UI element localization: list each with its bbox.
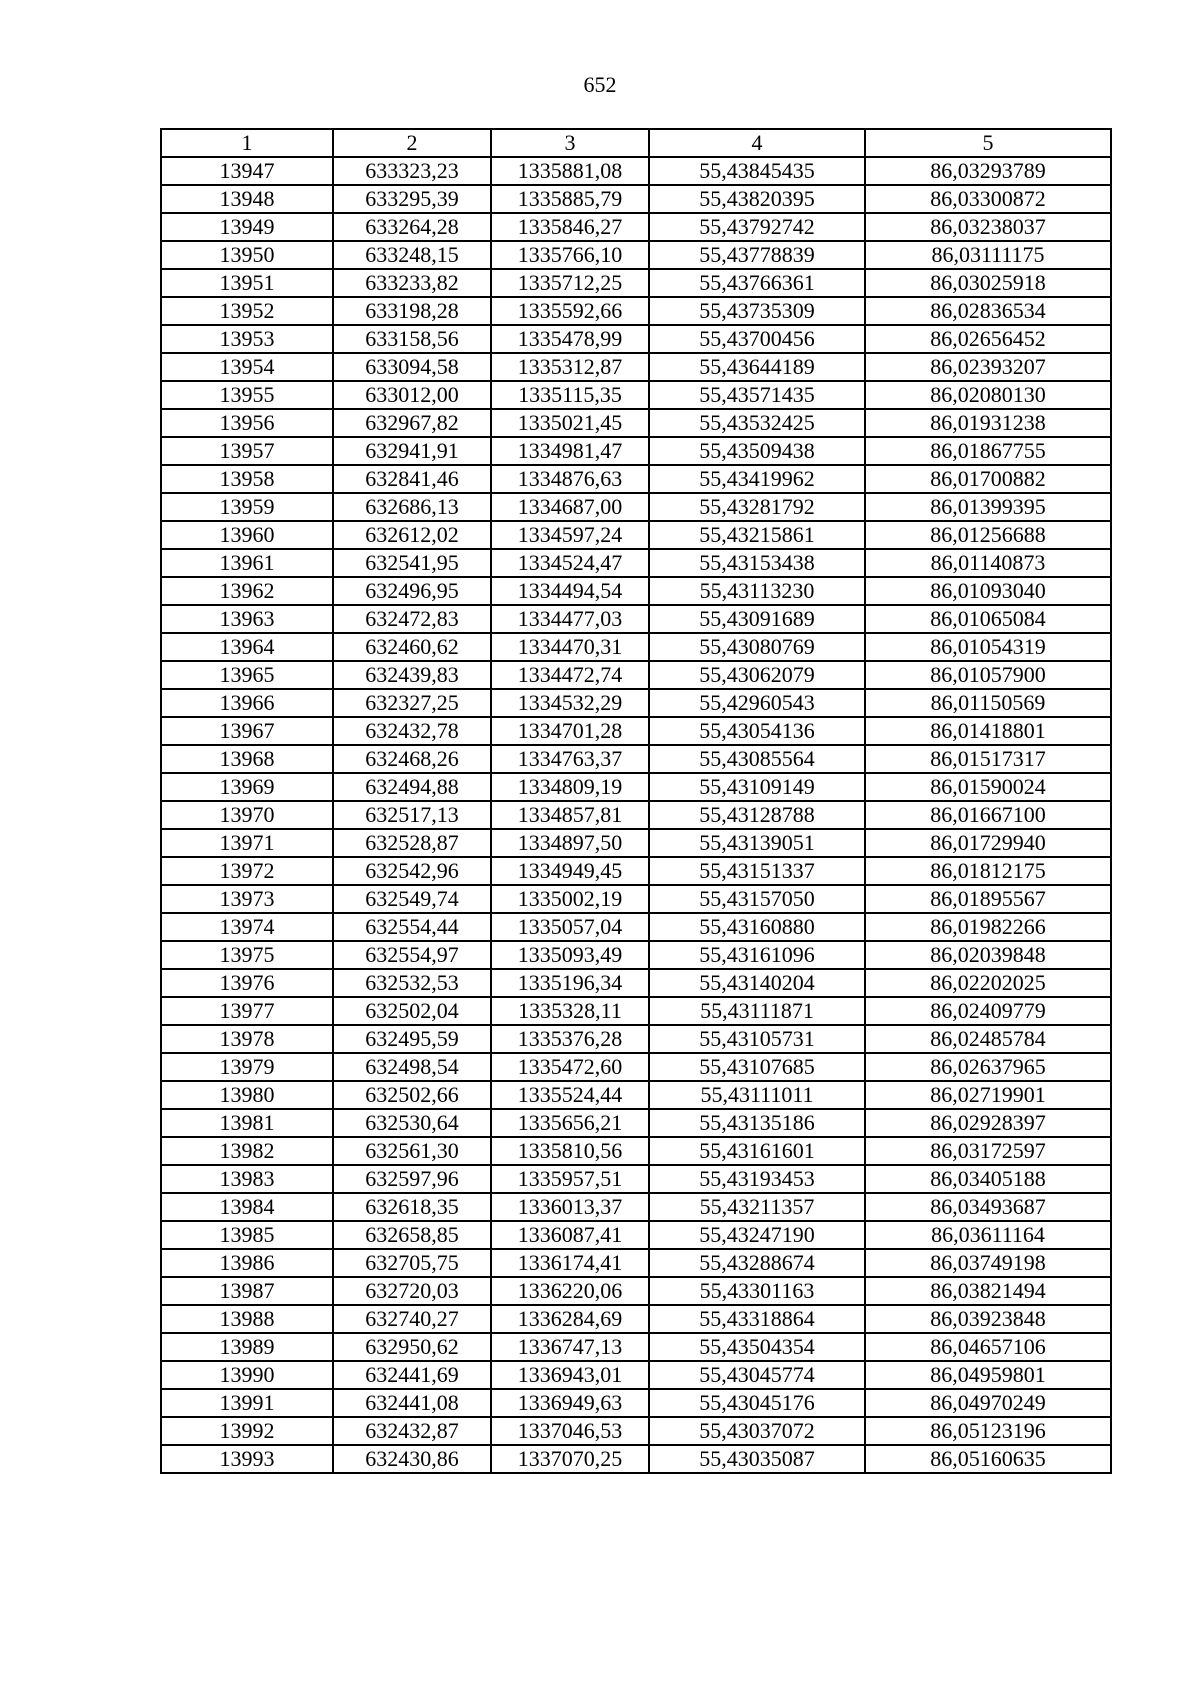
table-cell: 13961 <box>161 549 333 577</box>
table-cell: 1334687,00 <box>491 493 649 521</box>
table-cell: 13974 <box>161 913 333 941</box>
table-cell: 13976 <box>161 969 333 997</box>
table-cell: 1336747,13 <box>491 1333 649 1361</box>
table-cell: 86,01517317 <box>865 745 1111 773</box>
table-cell: 13957 <box>161 437 333 465</box>
table-cell: 86,03300872 <box>865 185 1111 213</box>
table-cell: 1335656,21 <box>491 1109 649 1137</box>
table-cell: 55,43288674 <box>649 1249 865 1277</box>
table-cell: 86,03749198 <box>865 1249 1111 1277</box>
table-cell: 1336949,63 <box>491 1389 649 1417</box>
table-cell: 1335766,10 <box>491 241 649 269</box>
table-cell: 86,01054319 <box>865 633 1111 661</box>
table-cell: 86,01867755 <box>865 437 1111 465</box>
table-row <box>161 213 1111 241</box>
table-cell: 86,02719901 <box>865 1081 1111 1109</box>
table-cell: 1335376,28 <box>491 1025 649 1053</box>
table-cell: 55,43215861 <box>649 521 865 549</box>
table-cell: 1335021,45 <box>491 409 649 437</box>
table-cell: 632618,35 <box>333 1193 491 1221</box>
table-cell: 1335524,44 <box>491 1081 649 1109</box>
table-cell: 632705,75 <box>333 1249 491 1277</box>
table-cell: 13989 <box>161 1333 333 1361</box>
table-cell: 55,43107685 <box>649 1053 865 1081</box>
table-cell: 13959 <box>161 493 333 521</box>
table-cell: 632542,96 <box>333 857 491 885</box>
table-cell: 632432,87 <box>333 1417 491 1445</box>
table-row <box>161 1165 1111 1193</box>
header-row <box>161 129 1111 157</box>
table-cell: 13981 <box>161 1109 333 1137</box>
table-cell: 86,03111175 <box>865 241 1111 269</box>
table-cell: 13960 <box>161 521 333 549</box>
table-row <box>161 633 1111 661</box>
table-cell: 13948 <box>161 185 333 213</box>
table-cell: 86,03025918 <box>865 269 1111 297</box>
table-cell: 55,43111871 <box>649 997 865 1025</box>
table-cell: 632941,91 <box>333 437 491 465</box>
page-number: 652 <box>583 72 617 97</box>
table-cell: 632517,13 <box>333 801 491 829</box>
table-cell: 86,04959801 <box>865 1361 1111 1389</box>
table-cell: 86,02656452 <box>865 325 1111 353</box>
table-cell: 86,01140873 <box>865 549 1111 577</box>
table-cell: 86,02202025 <box>865 969 1111 997</box>
table-row <box>161 1277 1111 1305</box>
table-row <box>161 997 1111 1025</box>
table-cell: 1336087,41 <box>491 1221 649 1249</box>
table-cell: 632327,25 <box>333 689 491 717</box>
table-cell: 55,43778839 <box>649 241 865 269</box>
table-cell: 1334472,74 <box>491 661 649 689</box>
table-cell: 632554,97 <box>333 941 491 969</box>
table-cell: 86,01256688 <box>865 521 1111 549</box>
table-cell: 55,43211357 <box>649 1193 865 1221</box>
table-cell: 55,43301163 <box>649 1277 865 1305</box>
table-cell: 55,43157050 <box>649 885 865 913</box>
table-cell: 86,02928397 <box>865 1109 1111 1137</box>
table-cell: 13975 <box>161 941 333 969</box>
table-cell: 632950,62 <box>333 1333 491 1361</box>
table-cell: 13955 <box>161 381 333 409</box>
table-cell: 55,43419962 <box>649 465 865 493</box>
table-cell: 1335002,19 <box>491 885 649 913</box>
table-cell: 1335093,49 <box>491 941 649 969</box>
table-cell: 632841,46 <box>333 465 491 493</box>
table-cell: 55,43128788 <box>649 801 865 829</box>
table-cell: 86,03405188 <box>865 1165 1111 1193</box>
table-cell: 86,03923848 <box>865 1305 1111 1333</box>
table-cell: 86,02039848 <box>865 941 1111 969</box>
table-cell: 632740,27 <box>333 1305 491 1333</box>
table-cell: 632532,53 <box>333 969 491 997</box>
table-cell: 86,03611164 <box>865 1221 1111 1249</box>
table-row <box>161 1361 1111 1389</box>
table-cell: 55,43140204 <box>649 969 865 997</box>
table-header <box>161 129 1111 157</box>
table-cell: 86,04657106 <box>865 1333 1111 1361</box>
table-cell: 55,43845435 <box>649 157 865 185</box>
table-cell: 1334809,19 <box>491 773 649 801</box>
table-cell: 86,01667100 <box>865 801 1111 829</box>
table-row <box>161 605 1111 633</box>
table-cell: 55,43109149 <box>649 773 865 801</box>
table-cell: 55,43045176 <box>649 1389 865 1417</box>
table-cell: 13978 <box>161 1025 333 1053</box>
table-cell: 86,03293789 <box>865 157 1111 185</box>
table-cell: 633094,58 <box>333 353 491 381</box>
table-cell: 632498,54 <box>333 1053 491 1081</box>
table-cell: 55,43105731 <box>649 1025 865 1053</box>
table-cell: 55,43700456 <box>649 325 865 353</box>
table-cell: 1335115,35 <box>491 381 649 409</box>
table-cell: 13956 <box>161 409 333 437</box>
table-body <box>161 157 1111 1473</box>
table-cell: 633012,00 <box>333 381 491 409</box>
table-cell: 1335810,56 <box>491 1137 649 1165</box>
table-row <box>161 661 1111 689</box>
table-cell: 13963 <box>161 605 333 633</box>
table-cell: 632468,26 <box>333 745 491 773</box>
table-cell: 13992 <box>161 1417 333 1445</box>
table-cell: 13949 <box>161 213 333 241</box>
table-cell: 1334701,28 <box>491 717 649 745</box>
table-cell: 632541,95 <box>333 549 491 577</box>
column-header: 2 <box>333 129 491 157</box>
table-row <box>161 409 1111 437</box>
table-cell: 86,03238037 <box>865 213 1111 241</box>
table-cell: 55,43054136 <box>649 717 865 745</box>
table-cell: 55,43766361 <box>649 269 865 297</box>
table-cell: 13980 <box>161 1081 333 1109</box>
table-cell: 86,01982266 <box>865 913 1111 941</box>
table-row <box>161 1221 1111 1249</box>
table-cell: 86,02637965 <box>865 1053 1111 1081</box>
table-cell: 86,01057900 <box>865 661 1111 689</box>
table-cell: 1337070,25 <box>491 1445 649 1473</box>
table-row <box>161 549 1111 577</box>
table-row <box>161 1445 1111 1473</box>
table-cell: 55,43111011 <box>649 1081 865 1109</box>
table-cell: 55,43161096 <box>649 941 865 969</box>
table-cell: 1335712,25 <box>491 269 649 297</box>
table-cell: 55,43161601 <box>649 1137 865 1165</box>
table-row <box>161 577 1111 605</box>
table-cell: 632967,82 <box>333 409 491 437</box>
column-header: 3 <box>491 129 649 157</box>
table-row <box>161 801 1111 829</box>
table-cell: 1334763,37 <box>491 745 649 773</box>
table-cell: 632430,86 <box>333 1445 491 1473</box>
table-cell: 55,43135186 <box>649 1109 865 1137</box>
table-cell: 86,01729940 <box>865 829 1111 857</box>
table-cell: 633264,28 <box>333 213 491 241</box>
table-cell: 55,43160880 <box>649 913 865 941</box>
table-cell: 55,43139051 <box>649 829 865 857</box>
table-row <box>161 913 1111 941</box>
table-cell: 55,43193453 <box>649 1165 865 1193</box>
table-cell: 86,01418801 <box>865 717 1111 745</box>
table-cell: 55,43091689 <box>649 605 865 633</box>
table-cell: 13988 <box>161 1305 333 1333</box>
table-cell: 86,03821494 <box>865 1277 1111 1305</box>
table-cell: 13965 <box>161 661 333 689</box>
table-cell: 86,01590024 <box>865 773 1111 801</box>
table-row <box>161 941 1111 969</box>
column-header: 5 <box>865 129 1111 157</box>
table-cell: 632432,78 <box>333 717 491 745</box>
table-cell: 86,01812175 <box>865 857 1111 885</box>
table-row <box>161 297 1111 325</box>
table-cell: 632658,85 <box>333 1221 491 1249</box>
table-row <box>161 1137 1111 1165</box>
table-row <box>161 185 1111 213</box>
table-cell: 86,01150569 <box>865 689 1111 717</box>
table-cell: 86,05160635 <box>865 1445 1111 1473</box>
table-cell: 13970 <box>161 801 333 829</box>
table-cell: 632494,88 <box>333 773 491 801</box>
table-row <box>161 269 1111 297</box>
table-cell: 1335885,79 <box>491 185 649 213</box>
table-cell: 55,43532425 <box>649 409 865 437</box>
table-cell: 633158,56 <box>333 325 491 353</box>
table-cell: 1335312,87 <box>491 353 649 381</box>
table-cell: 1335472,60 <box>491 1053 649 1081</box>
column-header: 1 <box>161 129 333 157</box>
table-cell: 13984 <box>161 1193 333 1221</box>
table-cell: 1335592,66 <box>491 297 649 325</box>
table-row <box>161 1109 1111 1137</box>
table-cell: 55,43080769 <box>649 633 865 661</box>
table-cell: 13962 <box>161 577 333 605</box>
table-cell: 13972 <box>161 857 333 885</box>
table-cell: 86,02485784 <box>865 1025 1111 1053</box>
table-row <box>161 493 1111 521</box>
table-row <box>161 521 1111 549</box>
table-cell: 86,02409779 <box>865 997 1111 1025</box>
table-cell: 1336284,69 <box>491 1305 649 1333</box>
table-cell: 13968 <box>161 745 333 773</box>
table-cell: 633295,39 <box>333 185 491 213</box>
table-cell: 633323,23 <box>333 157 491 185</box>
table-row <box>161 1081 1111 1109</box>
table-cell: 13993 <box>161 1445 333 1473</box>
table-cell: 86,05123196 <box>865 1417 1111 1445</box>
table-cell: 86,01093040 <box>865 577 1111 605</box>
table-cell: 632502,66 <box>333 1081 491 1109</box>
table-cell: 55,43318864 <box>649 1305 865 1333</box>
table-row <box>161 1193 1111 1221</box>
table-cell: 1334857,81 <box>491 801 649 829</box>
table-cell: 1334494,54 <box>491 577 649 605</box>
table-row <box>161 241 1111 269</box>
table-cell: 13969 <box>161 773 333 801</box>
table-cell: 55,43281792 <box>649 493 865 521</box>
table-row <box>161 437 1111 465</box>
table-cell: 13983 <box>161 1165 333 1193</box>
table-cell: 13958 <box>161 465 333 493</box>
table-cell: 632502,04 <box>333 997 491 1025</box>
table-cell: 13987 <box>161 1277 333 1305</box>
table-cell: 55,43820395 <box>649 185 865 213</box>
table-cell: 632441,08 <box>333 1389 491 1417</box>
table-cell: 632496,95 <box>333 577 491 605</box>
column-header: 4 <box>649 129 865 157</box>
table-cell: 86,03493687 <box>865 1193 1111 1221</box>
table-cell: 1334597,24 <box>491 521 649 549</box>
table-cell: 13947 <box>161 157 333 185</box>
table-cell: 55,43045774 <box>649 1361 865 1389</box>
table-row <box>161 969 1111 997</box>
table-cell: 13971 <box>161 829 333 857</box>
table-cell: 632460,62 <box>333 633 491 661</box>
table-cell: 633198,28 <box>333 297 491 325</box>
table-cell: 1335957,51 <box>491 1165 649 1193</box>
table-row <box>161 465 1111 493</box>
table-row <box>161 325 1111 353</box>
table-cell: 13954 <box>161 353 333 381</box>
table-cell: 1337046,53 <box>491 1417 649 1445</box>
table-cell: 1335328,11 <box>491 997 649 1025</box>
table-row <box>161 353 1111 381</box>
table-cell: 13951 <box>161 269 333 297</box>
table-cell: 86,02393207 <box>865 353 1111 381</box>
table-cell: 632554,44 <box>333 913 491 941</box>
table-cell: 13979 <box>161 1053 333 1081</box>
table-cell: 1335846,27 <box>491 213 649 241</box>
table-cell: 55,43113230 <box>649 577 865 605</box>
table-cell: 1335478,99 <box>491 325 649 353</box>
table-cell: 13973 <box>161 885 333 913</box>
table-cell: 1336013,37 <box>491 1193 649 1221</box>
table-cell: 13991 <box>161 1389 333 1417</box>
table-cell: 13985 <box>161 1221 333 1249</box>
table-cell: 632597,96 <box>333 1165 491 1193</box>
table-row <box>161 857 1111 885</box>
table-cell: 1334477,03 <box>491 605 649 633</box>
table-row <box>161 745 1111 773</box>
table-cell: 86,01700882 <box>865 465 1111 493</box>
table-cell: 632561,30 <box>333 1137 491 1165</box>
table-cell: 1336174,41 <box>491 1249 649 1277</box>
table-cell: 55,42960543 <box>649 689 865 717</box>
table-cell: 55,43644189 <box>649 353 865 381</box>
table-cell: 55,43509438 <box>649 437 865 465</box>
table-cell: 633248,15 <box>333 241 491 269</box>
table-row <box>161 1333 1111 1361</box>
table-cell: 55,43037072 <box>649 1417 865 1445</box>
table-cell: 632495,59 <box>333 1025 491 1053</box>
table-cell: 55,43504354 <box>649 1333 865 1361</box>
table-cell: 13990 <box>161 1361 333 1389</box>
table-cell: 1334949,45 <box>491 857 649 885</box>
table-cell: 1334981,47 <box>491 437 649 465</box>
table-cell: 633233,82 <box>333 269 491 297</box>
table-row <box>161 1305 1111 1333</box>
table-cell: 13950 <box>161 241 333 269</box>
table-row <box>161 773 1111 801</box>
table-cell: 632549,74 <box>333 885 491 913</box>
table-cell: 1334532,29 <box>491 689 649 717</box>
table-cell: 55,43153438 <box>649 549 865 577</box>
table-cell: 55,43035087 <box>649 1445 865 1473</box>
table-cell: 632612,02 <box>333 521 491 549</box>
table-cell: 86,02080130 <box>865 381 1111 409</box>
table-cell: 55,43085564 <box>649 745 865 773</box>
table-cell: 13982 <box>161 1137 333 1165</box>
table-row <box>161 381 1111 409</box>
table-cell: 632720,03 <box>333 1277 491 1305</box>
table-cell: 1336943,01 <box>491 1361 649 1389</box>
table-row <box>161 1249 1111 1277</box>
table-row <box>161 1025 1111 1053</box>
table-cell: 86,01399395 <box>865 493 1111 521</box>
table-row <box>161 829 1111 857</box>
table-cell: 55,43062079 <box>649 661 865 689</box>
table-cell: 55,43571435 <box>649 381 865 409</box>
table-cell: 13964 <box>161 633 333 661</box>
table-cell: 632530,64 <box>333 1109 491 1137</box>
table-cell: 1335196,34 <box>491 969 649 997</box>
table-cell: 86,04970249 <box>865 1389 1111 1417</box>
coordinates-table <box>160 128 1112 1474</box>
table-row <box>161 1389 1111 1417</box>
table-cell: 1335057,04 <box>491 913 649 941</box>
table-cell: 1334470,31 <box>491 633 649 661</box>
table-row <box>161 157 1111 185</box>
table-cell: 1335881,08 <box>491 157 649 185</box>
table-row <box>161 1053 1111 1081</box>
table-row <box>161 689 1111 717</box>
table-cell: 632528,87 <box>333 829 491 857</box>
table-cell: 13967 <box>161 717 333 745</box>
table-cell: 13953 <box>161 325 333 353</box>
table-cell: 86,02836534 <box>865 297 1111 325</box>
table-row <box>161 1417 1111 1445</box>
table-cell: 632439,83 <box>333 661 491 689</box>
table-cell: 632686,13 <box>333 493 491 521</box>
table-row <box>161 717 1111 745</box>
table-cell: 1334876,63 <box>491 465 649 493</box>
table-cell: 13986 <box>161 1249 333 1277</box>
table-cell: 13966 <box>161 689 333 717</box>
table-cell: 55,43792742 <box>649 213 865 241</box>
table-cell: 13952 <box>161 297 333 325</box>
table-cell: 55,43151337 <box>649 857 865 885</box>
table-cell: 632441,69 <box>333 1361 491 1389</box>
table-cell: 55,43735309 <box>649 297 865 325</box>
table-cell: 86,03172597 <box>865 1137 1111 1165</box>
table-cell: 1334897,50 <box>491 829 649 857</box>
table-cell: 55,43247190 <box>649 1221 865 1249</box>
table-cell: 1336220,06 <box>491 1277 649 1305</box>
table-cell: 86,01895567 <box>865 885 1111 913</box>
table-cell: 13977 <box>161 997 333 1025</box>
table-cell: 1334524,47 <box>491 549 649 577</box>
table-cell: 632472,83 <box>333 605 491 633</box>
table-cell: 86,01931238 <box>865 409 1111 437</box>
table-row <box>161 885 1111 913</box>
table-cell: 86,01065084 <box>865 605 1111 633</box>
